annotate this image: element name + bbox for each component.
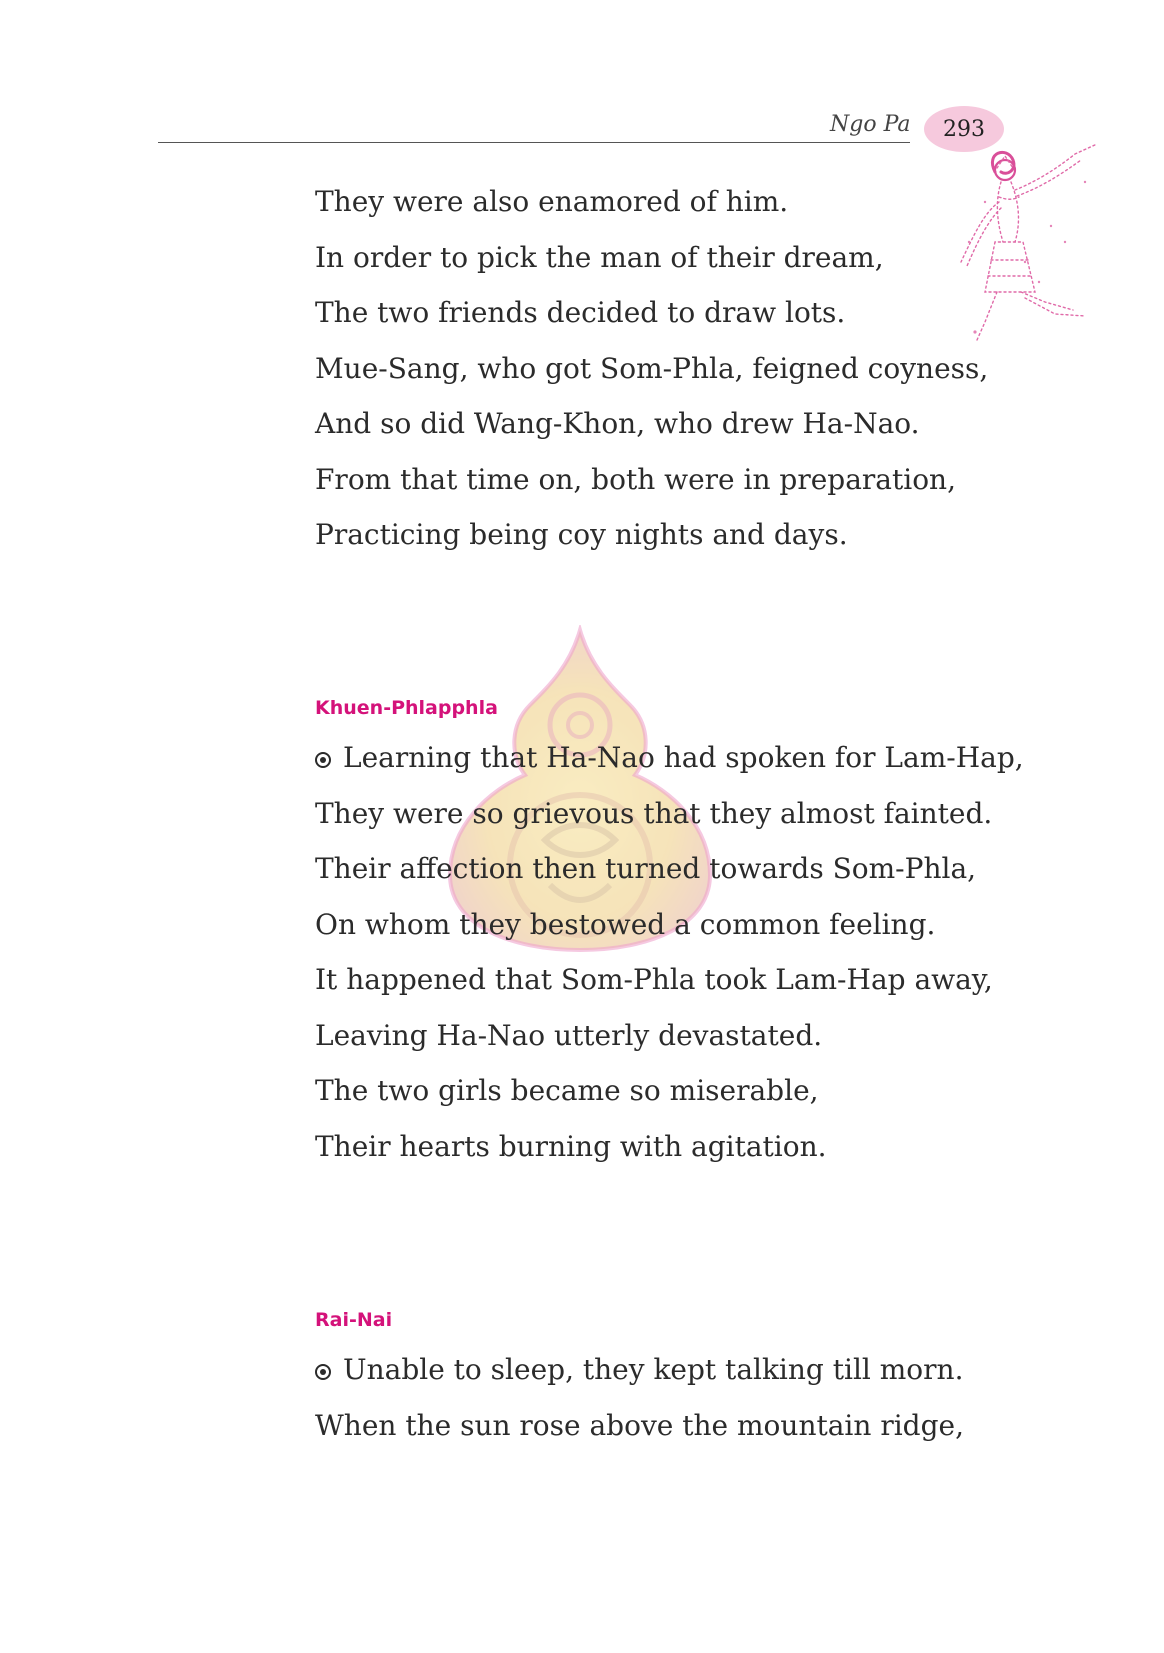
verse-line: Mue-Sang, who got Som-Phla, feigned coyness, <box>315 351 989 385</box>
verse-line: They were also enamored of him. <box>315 185 789 218</box>
verse-line: Leaving Ha-Nao utterly devastated. <box>315 1018 823 1052</box>
verse-line: In order to pick the man of their dream, <box>315 240 884 274</box>
verse-line: When the sun rose above the mountain ridge, <box>315 1408 964 1442</box>
verse-line-with-bullet <box>315 730 1024 786</box>
verse-line: Practicing being coy nights and days. <box>315 518 848 551</box>
verse-line: Their affection then turned towards Som-Phla, <box>315 852 977 885</box>
verse-line: It happened that Som-Phla took Lam-Hap away, <box>315 963 993 996</box>
verse-line: On whom they bestowed a common feeling. <box>315 907 936 941</box>
verse-line: The two girls became so miserable, <box>315 1074 819 1107</box>
verse-line: Unable to sleep, they kept talking till morn. <box>343 1353 964 1386</box>
stanza-3 <box>315 1342 964 1453</box>
verse-line: And so did Wang-Khon, who drew Ha-Nao. <box>315 407 920 440</box>
verse-line: They were so grievous that they almost fainted. <box>315 796 993 830</box>
running-title: Ngo Pa <box>830 112 911 137</box>
verse-line: From that time on, both were in preparation, <box>315 462 956 496</box>
header-rule <box>158 142 910 143</box>
stanza-1 <box>315 174 988 563</box>
stanza-2 <box>315 730 1024 1174</box>
section-title-rai-nai: Rai-Nai <box>315 1309 393 1331</box>
verse-line: Their hearts burning with agitation. <box>315 1129 827 1163</box>
verse-line-with-bullet <box>315 1342 964 1398</box>
circle-bullet-icon <box>315 752 331 768</box>
circle-bullet-icon <box>315 1364 331 1380</box>
section-title-khuen-phlapphla: Khuen-Phlapphla <box>315 697 498 719</box>
verse-line: Learning that Ha-Nao had spoken for Lam-Hap, <box>343 741 1024 774</box>
page-number: 293 <box>943 116 985 142</box>
verse-line: The two friends decided to draw lots. <box>315 296 846 329</box>
